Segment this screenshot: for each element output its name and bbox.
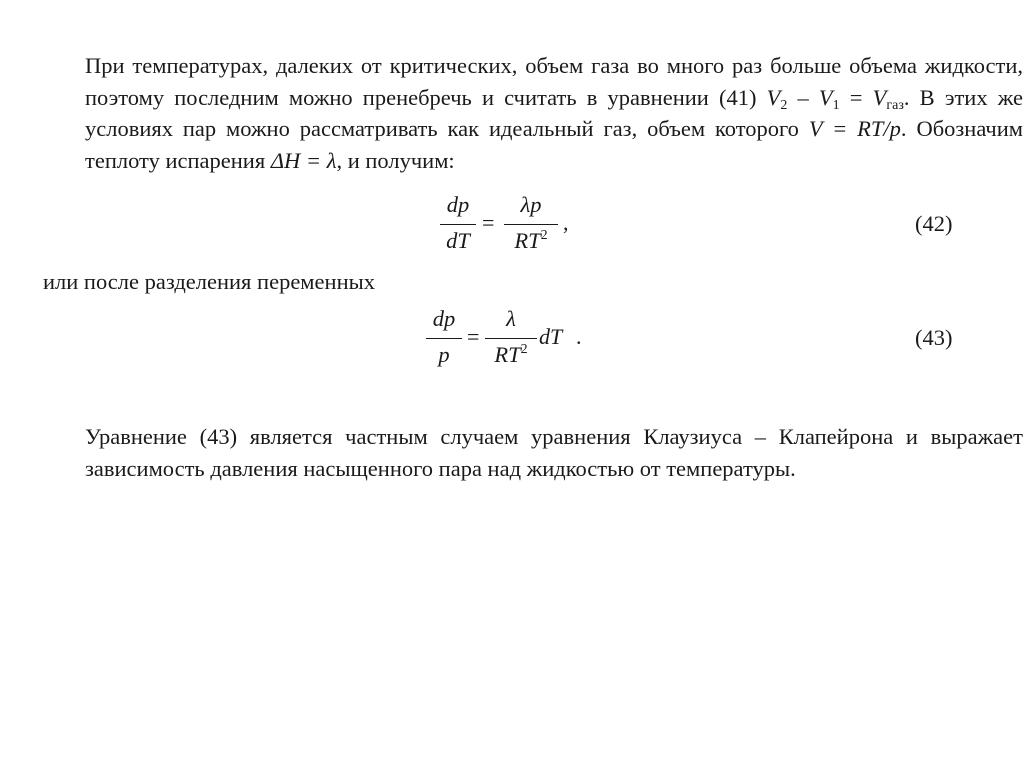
eq43-lhs-fraction <box>426 306 462 378</box>
eq43-rhs-fraction-bar <box>485 338 537 339</box>
eq42-rhs-den-base: RT <box>514 228 541 253</box>
eq42-rhs-numerator: λp <box>520 192 542 217</box>
eq42-lhs-fraction-bar <box>440 224 476 225</box>
intro-mid-text: . В этих же условиях пар можно рассматривать как идеальный газ, объем которого <box>85 84 1023 141</box>
eq42-rhs-fraction-bar <box>504 224 558 225</box>
equation-43 <box>420 306 600 378</box>
eq43-lhs-numerator: dp <box>432 306 456 331</box>
eq43-lhs-denominator: p <box>438 342 450 367</box>
enthalpy-formula: ΔH = λ <box>270 147 337 173</box>
eq42-rhs-den-exponent: 2 <box>540 228 548 243</box>
eq42-rhs-fraction <box>504 192 558 262</box>
intro-tail-text: , и получим: <box>336 147 455 173</box>
eq42-lhs-numerator: dp <box>446 192 470 217</box>
eq43-period: . <box>576 324 582 349</box>
volume-v2-subscript: 2 <box>780 97 788 113</box>
eq42-rhs-denominator <box>504 228 558 254</box>
equation-43-number: (43) <box>915 325 953 350</box>
volume-v1: V <box>818 84 833 110</box>
intro-lead-text: При температурах, далеких от критических, объем газа во много раз больше объема жидкости, поэтому последним можно пренебречь и считать в уравнении (41) <box>85 53 1023 110</box>
eq43-rhs-den-exponent: 2 <box>520 342 528 357</box>
volume-gas-subscript: газ <box>886 97 904 113</box>
volume-gas: V <box>872 84 887 110</box>
volume-v1-subscript: 1 <box>832 97 840 113</box>
minus-sign: – <box>787 84 819 110</box>
equation-42-number: (42) <box>915 211 953 236</box>
volume-v2: V <box>766 84 781 110</box>
equation-42 <box>430 192 590 262</box>
eq43-lhs-fraction-bar <box>426 338 462 339</box>
eq43-rhs-fraction <box>485 306 537 378</box>
eq42-lhs-denominator: dT <box>446 228 470 253</box>
eq43-rhs-numerator: λ <box>506 306 516 331</box>
eq43-rhs-den-base: RT <box>494 342 521 367</box>
eq43-rhs-denominator <box>485 342 537 368</box>
eq42-comma: , <box>563 210 569 235</box>
eq43-equals: = <box>467 324 480 349</box>
eq42-equals: = <box>482 210 495 235</box>
ideal-gas-formula: V = RT/p <box>808 116 901 141</box>
paragraph-conclusion: Уравнение (43) является частным случаем уравнения Клаузиуса – Клапейрона и выражает зависимость давления насыщенного пара над жидкостью от температуры. <box>85 424 1023 481</box>
intro-mid2-text: . Обозначим теплоту испарения <box>85 116 1024 173</box>
equals-sign: = <box>839 84 873 110</box>
paragraph-separation: или после разделения переменных <box>43 269 375 294</box>
eq42-lhs-fraction <box>440 192 476 262</box>
paragraph-intro <box>43 50 1023 176</box>
eq43-dt-factor: dT <box>539 324 563 349</box>
